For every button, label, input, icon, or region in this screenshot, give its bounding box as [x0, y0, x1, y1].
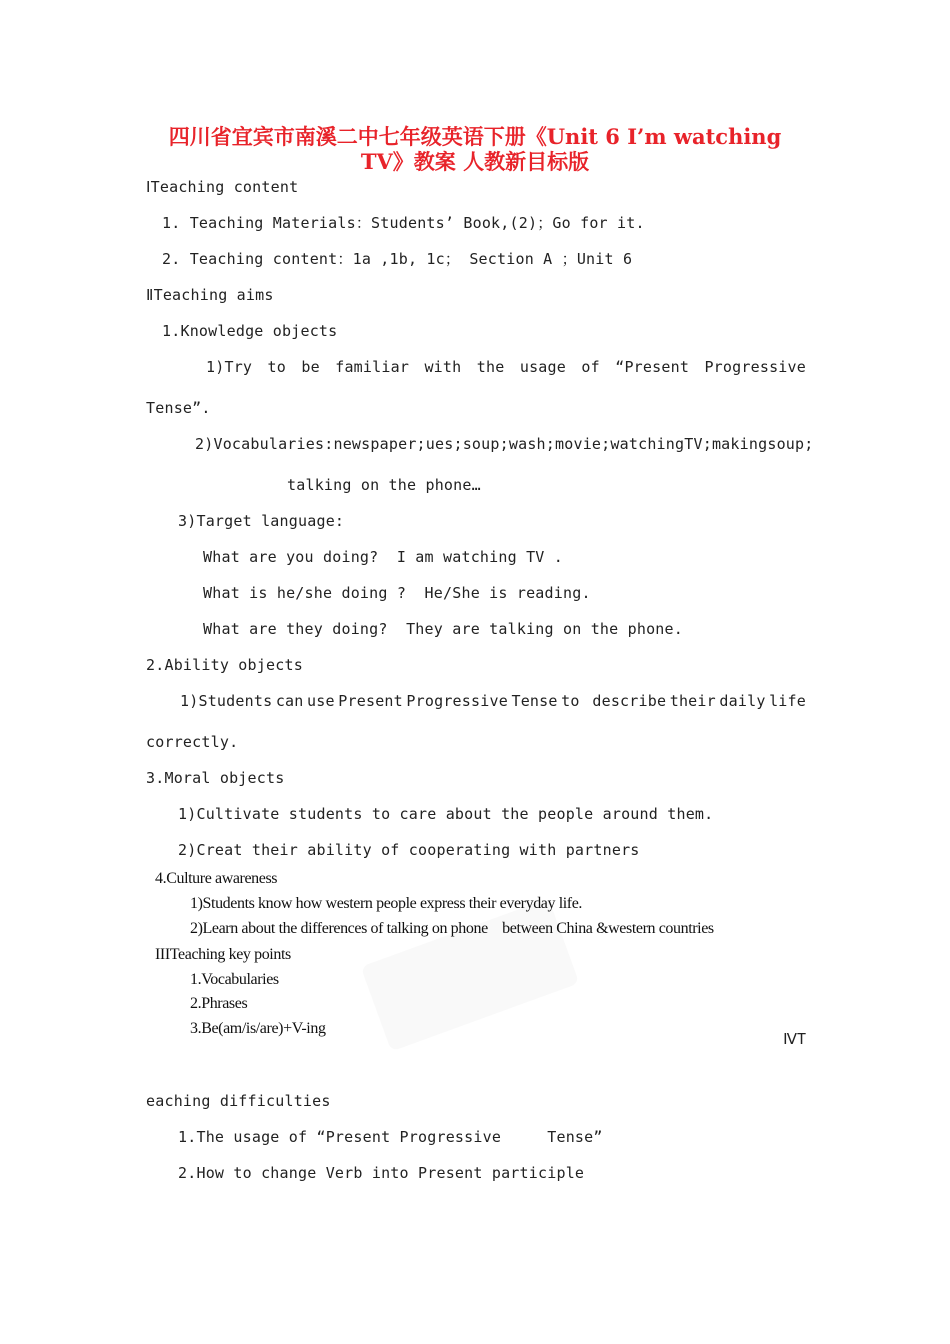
- section-heading-teaching-content: ⅠTeaching content: [146, 178, 299, 196]
- word: TV;: [684, 435, 712, 453]
- word: Progressive: [406, 692, 508, 710]
- word: making: [711, 435, 768, 453]
- culture-item-1: 1)Students know how western people express their everyday life.: [190, 895, 583, 912]
- word: soup;: [767, 435, 814, 453]
- teaching-materials-item: 1. Teaching Materials：Students’ Book,(2)；Go for it.: [162, 214, 645, 232]
- culture-awareness-heading: 4.Culture awareness: [155, 870, 278, 887]
- target-language-heading: 3)Target language:: [178, 512, 345, 530]
- knowledge-item-1-continuation: Tense”.: [146, 399, 211, 417]
- word: to: [561, 692, 580, 710]
- section-heading-difficulties-start: ⅣT: [783, 1030, 806, 1048]
- target-language-q2: What is he/she doing ? He/She is reading.: [203, 584, 591, 602]
- word: their: [669, 692, 716, 710]
- document-title-line1: 四川省宜宾市南溪二中七年级英语下册《Unit 6 I’m watching: [168, 124, 782, 149]
- knowledge-item-1: [206, 357, 806, 377]
- teaching-content-item: 2. Teaching content：1a ,1b, 1c； Section A ；Unit 6: [162, 250, 633, 268]
- word: the: [476, 358, 505, 376]
- word: Tense: [511, 692, 558, 710]
- difficulty-item-1: 1.The usage of “Present Progressive Tense”: [178, 1128, 603, 1146]
- ability-item-1-continuation: correctly.: [146, 733, 239, 751]
- word: describe: [583, 692, 667, 710]
- word: of: [581, 358, 600, 376]
- word: 1)Try: [206, 358, 253, 376]
- word: use: [307, 692, 335, 710]
- ability-objects-heading: 2.Ability objects: [146, 656, 303, 674]
- difficulty-item-2: 2.How to change Verb into Present participle: [178, 1164, 585, 1182]
- word: familiar: [335, 358, 410, 376]
- word: “Present: [615, 358, 690, 376]
- section-heading-teaching-aims: ⅡTeaching aims: [146, 286, 274, 304]
- key-point-3: 3.Be(am/is/are)+V-ing: [190, 1020, 326, 1037]
- word: usage: [519, 358, 566, 376]
- word: life: [769, 692, 806, 710]
- knowledge-item-2-continuation: talking on the phone…: [287, 476, 481, 494]
- document-title-line2: TV》教案 人教新目标版: [360, 149, 590, 174]
- ability-item-1: [180, 691, 806, 711]
- moral-item-1: 1)Cultivate students to care about the people around them.: [178, 805, 714, 823]
- knowledge-objects-heading: 1.Knowledge objects: [162, 322, 338, 340]
- word: 2)Vocabularies:: [195, 435, 334, 453]
- section-heading-difficulties-continuation: eaching difficulties: [146, 1092, 331, 1110]
- key-point-2: 2.Phrases: [190, 995, 248, 1012]
- target-language-q1: What are you doing? I am watching TV .: [203, 548, 563, 566]
- culture-item-2: 2)Learn about the differences of talking on phone between China &western countries: [190, 920, 714, 937]
- word: with: [424, 358, 462, 376]
- word: newspaper;ues;soup;wash;movie;watching: [333, 435, 685, 453]
- word: 1)Students: [180, 692, 273, 710]
- knowledge-item-2: [195, 434, 814, 454]
- word: to: [267, 358, 286, 376]
- word: can: [275, 692, 304, 710]
- word: be: [301, 358, 320, 376]
- target-language-q3: What are they doing? They are talking on the phone.: [203, 620, 683, 638]
- moral-item-2: 2)Creat their ability of cooperating with partners: [178, 841, 640, 859]
- section-heading-key-points: IIITeaching key points: [155, 946, 291, 963]
- word: daily: [719, 692, 766, 710]
- word: Progressive: [704, 358, 806, 376]
- key-point-1: 1.Vocabularies: [190, 971, 279, 988]
- moral-objects-heading: 3.Moral objects: [146, 769, 285, 787]
- word: Present: [338, 692, 403, 710]
